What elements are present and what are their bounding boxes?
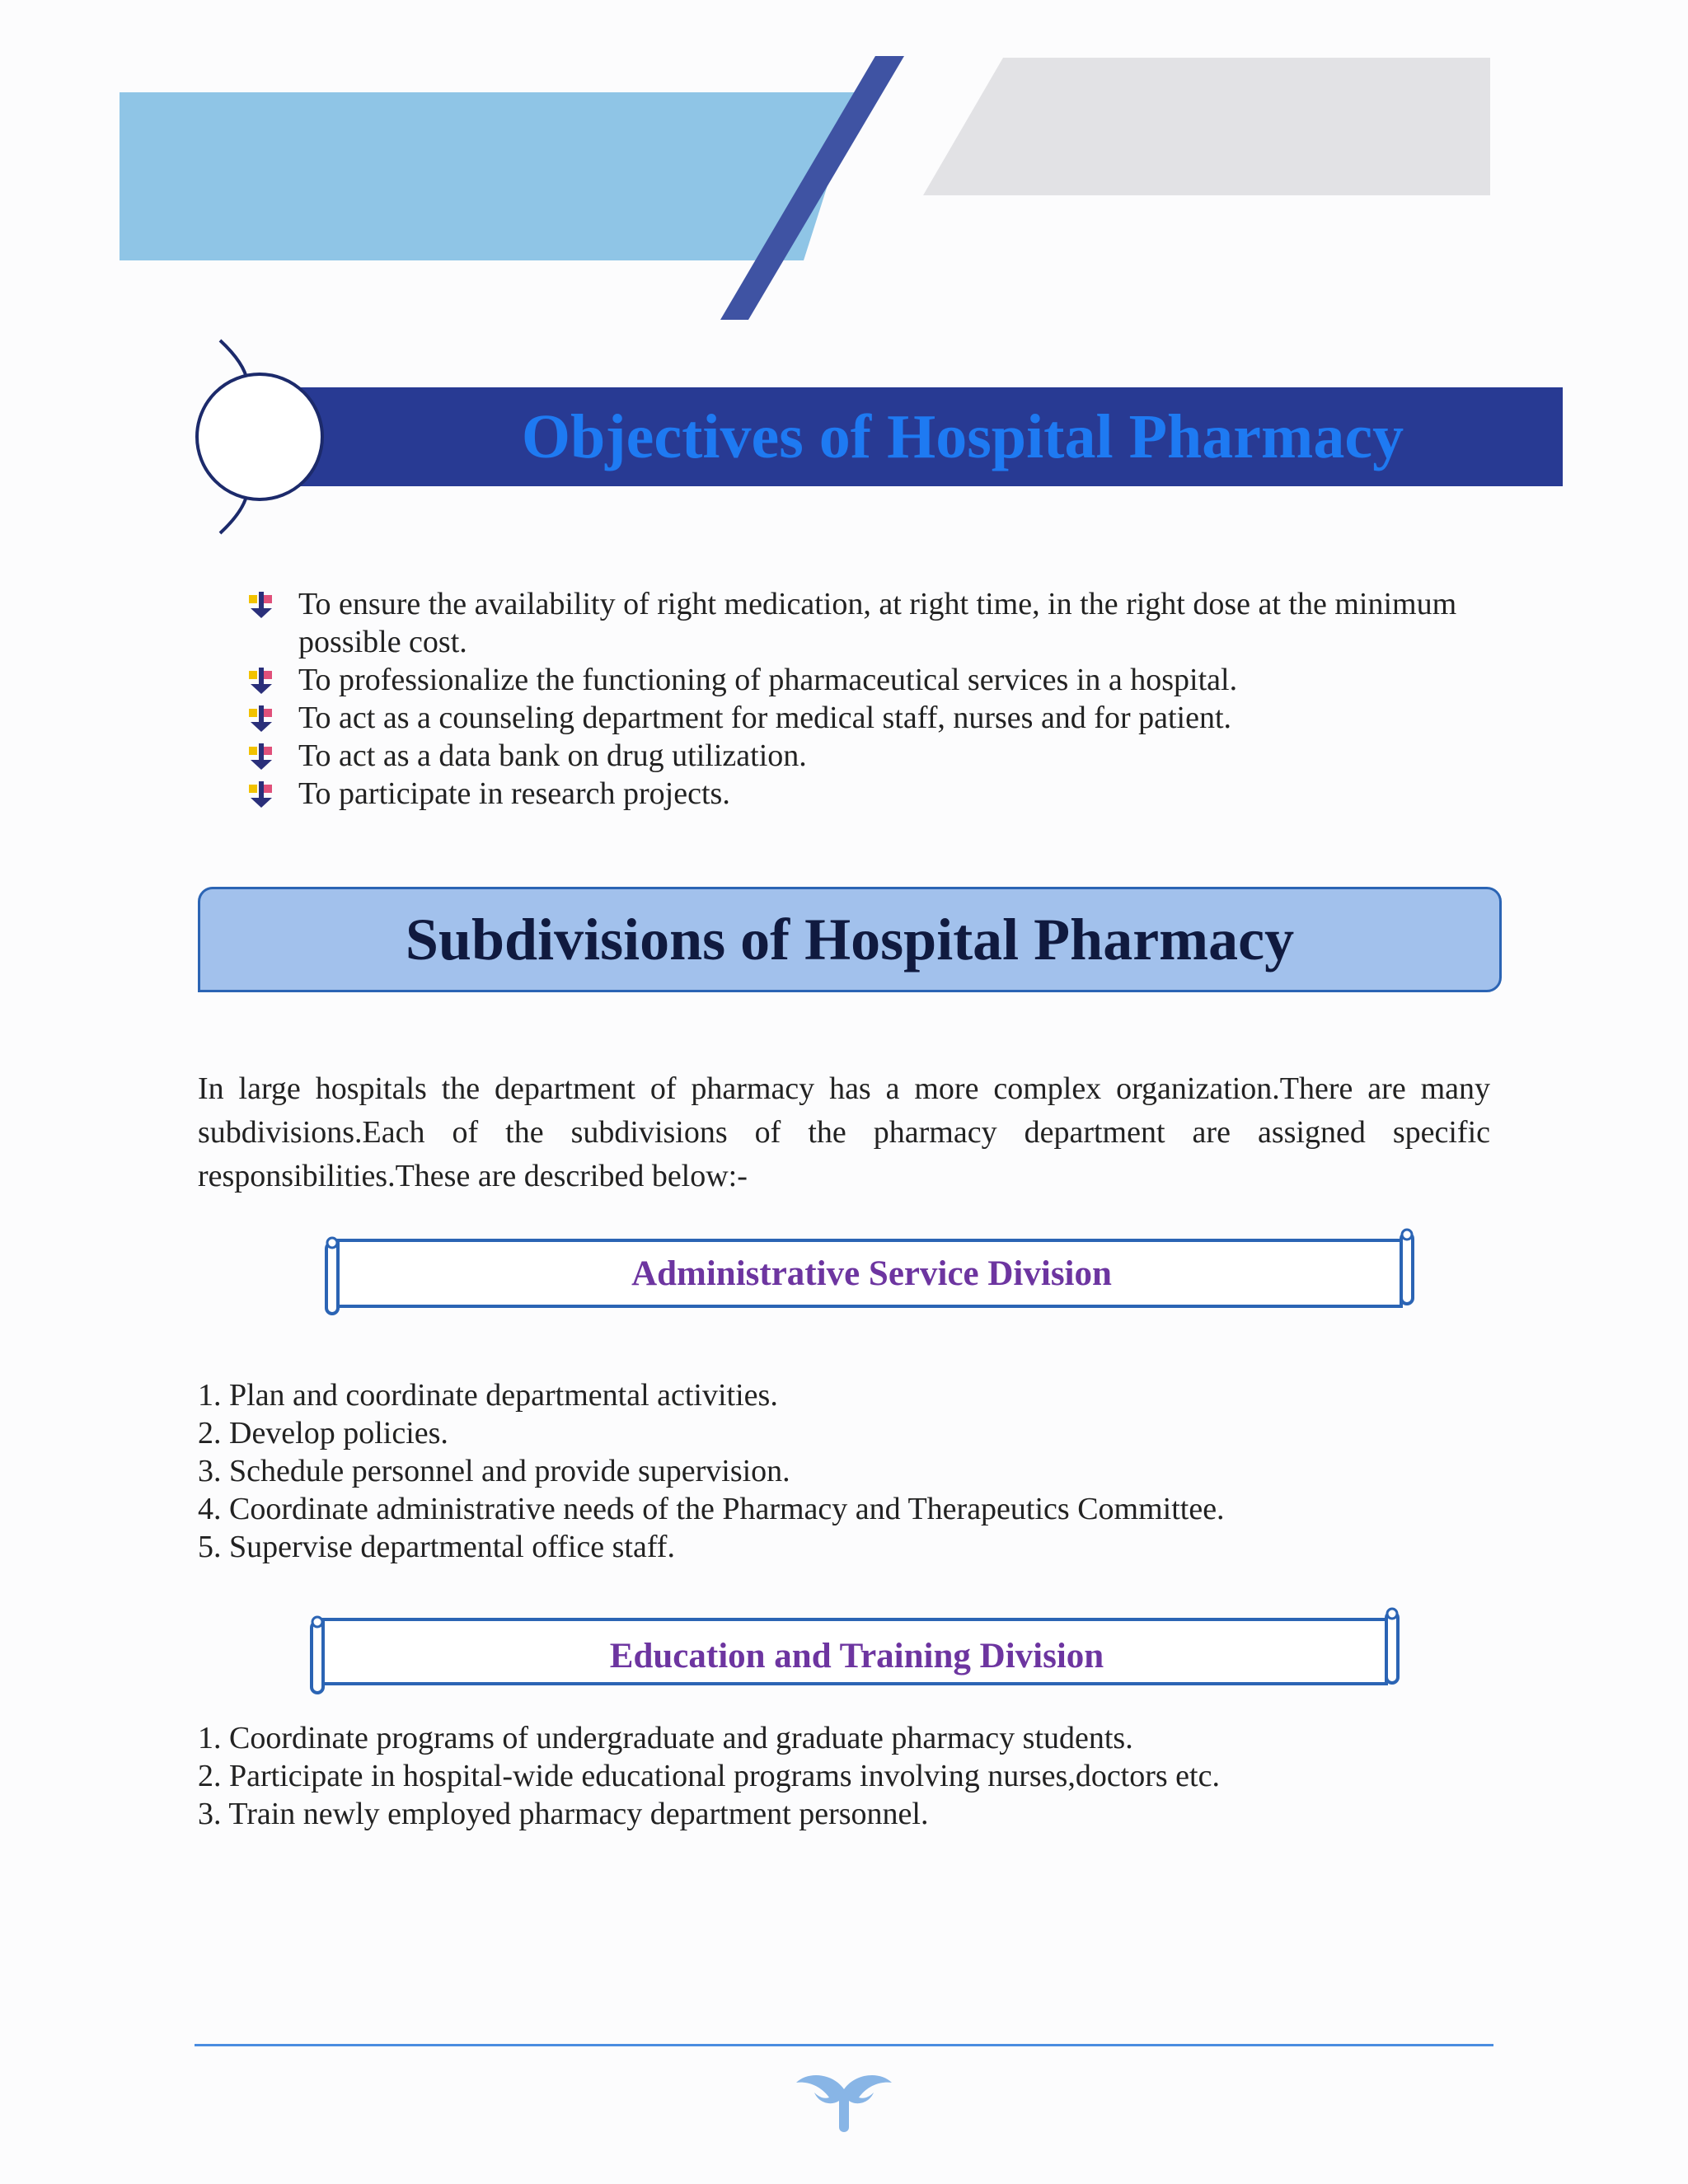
- header-banner-graphic: [0, 0, 1688, 330]
- fleur-ornament-icon: [791, 2064, 897, 2139]
- list-item: 2. Develop policies.: [198, 1416, 448, 1451]
- administrative-division-title: Administrative Service Division: [631, 1254, 1112, 1293]
- objective-text: To participate in research projects.: [298, 776, 730, 811]
- list-item: [247, 585, 1484, 661]
- objectives-list: [247, 585, 1484, 813]
- arrow-down-bullet-icon: [247, 668, 275, 696]
- objective-text: To ensure the availability of right medication, at right time, in the right dose at the minimum possible cost.: [298, 587, 1457, 659]
- list-item: 2. Participate in hospital-wide educational programs involving nurses,doctors etc.: [198, 1759, 1220, 1793]
- list-item: 1. Plan and coordinate departmental activities.: [198, 1378, 778, 1413]
- objective-text: To professionalize the functioning of pharmaceutical services in a hospital.: [298, 663, 1238, 697]
- list-item: 1. Coordinate programs of undergraduate and graduate pharmacy students.: [198, 1721, 1133, 1755]
- education-division-title: Education and Training Division: [609, 1636, 1104, 1675]
- arrow-down-bullet-icon: [247, 592, 275, 620]
- subdivisions-header-box: [198, 887, 1502, 992]
- objective-text: To act as a counseling department for medical staff, nurses and for patient.: [298, 701, 1232, 735]
- banner-gray-block: [923, 58, 1490, 195]
- banner-light-blue-block: [120, 92, 857, 260]
- education-duties-list: [198, 1719, 1517, 1833]
- objectives-title: Objectives of Hospital Pharmacy: [521, 401, 1404, 471]
- footer-divider: [195, 2044, 1493, 2046]
- list-item: [247, 661, 1484, 699]
- list-item: 5. Supervise departmental office staff.: [198, 1530, 675, 1564]
- list-item: 3. Schedule personnel and provide supervision.: [198, 1454, 790, 1488]
- subdivisions-intro-paragraph: In large hospitals the department of pharmacy has a more complex organization.There are many subdivisions.Each of the subdivisions of the pharmacy department are assigned specific responsibilities.These are described below:-: [198, 1071, 1490, 1193]
- arrow-down-bullet-icon: [247, 781, 275, 809]
- administrative-duties-list: [198, 1376, 1517, 1566]
- arrow-down-bullet-icon: [247, 705, 275, 733]
- list-item: [247, 737, 1484, 775]
- list-item: [247, 699, 1484, 737]
- list-item: [247, 775, 1484, 813]
- list-item: 4. Coordinate administrative needs of the Pharmacy and Therapeutics Committee.: [198, 1492, 1225, 1526]
- objective-text: To act as a data bank on drug utilization.: [298, 738, 807, 773]
- arrow-down-bullet-icon: [247, 743, 275, 771]
- subdivisions-title: Subdivisions of Hospital Pharmacy: [405, 906, 1295, 972]
- list-item: 3. Train newly employed pharmacy department personnel.: [198, 1797, 929, 1831]
